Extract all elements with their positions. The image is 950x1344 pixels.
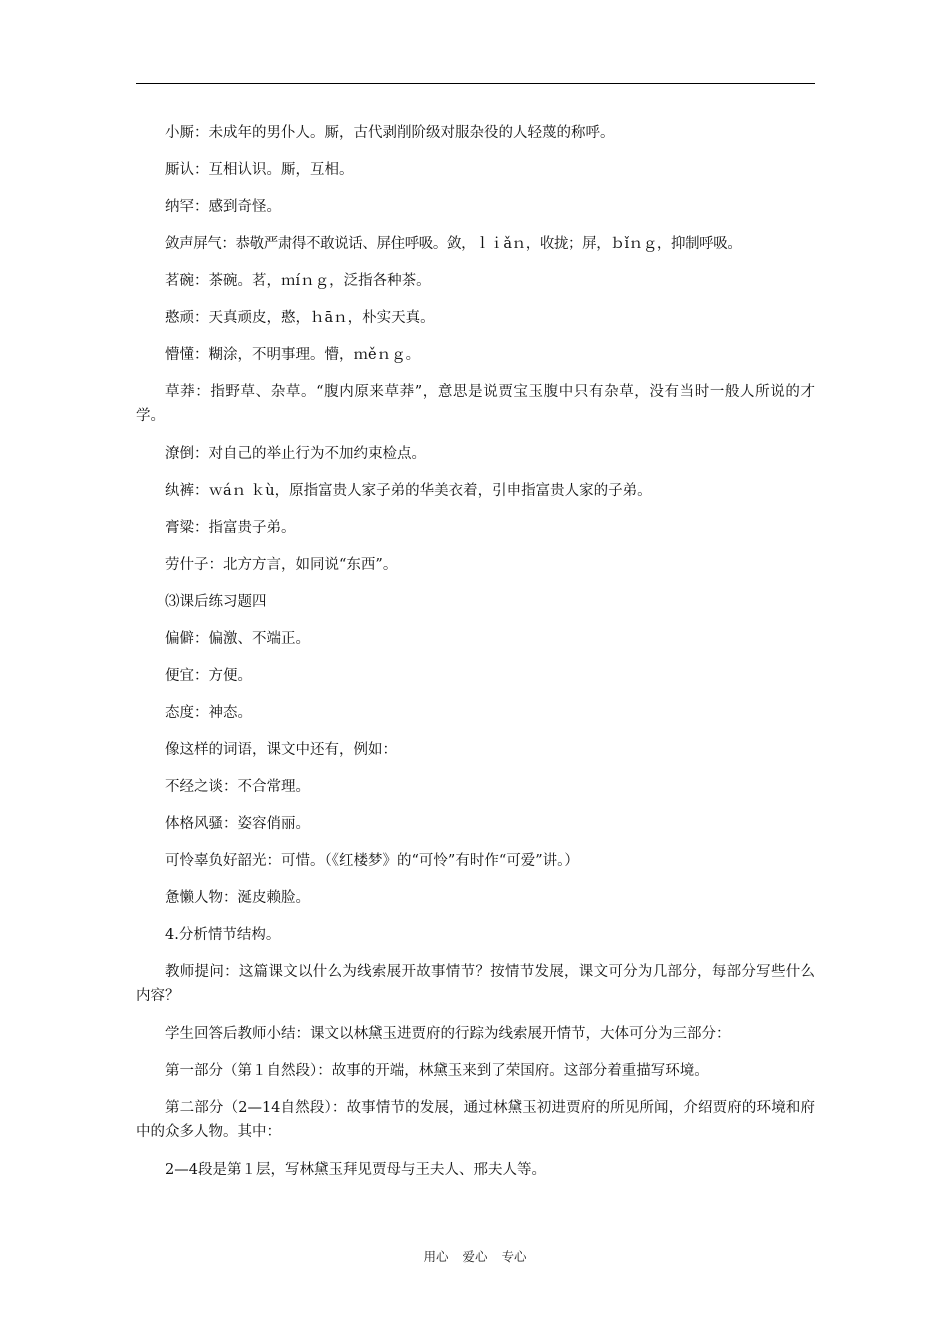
paragraph: 2—4段是第１层，写林黛玉拜见贾母与王夫人、邢夫人等。 (165, 1162, 546, 1178)
paragraph: 不经之谈：不合常理。 (165, 779, 310, 795)
paragraph: 第二部分（2—14自然段）：故事情节的发展，通过林黛玉初进贾府的所见所闻，介绍贾府的环境和府中的众多人物。其中： (136, 1100, 815, 1140)
paragraph: 学生回答后教师小结：课文以林黛玉进贾府的行踪为线索展开情节，大体可分为三部分： (165, 1026, 731, 1042)
paragraph: 惫懒人物：涎皮赖脸。 (165, 890, 310, 906)
paragraph: 潦倒：对自己的举止行为不加约束检点。 (165, 446, 426, 462)
paragraph: 厮认：互相认识。厮，互相。 (165, 162, 354, 178)
paragraph: 茗碗：茶碗。茗，ｍíｎｇ，泛指各种茶。 (165, 273, 431, 289)
section-heading: 4.分析情节结构。 (165, 927, 281, 943)
header-rule (136, 83, 815, 84)
paragraph: 草莽：指野草、杂草。“腹内原来草莽”，意思是说贾宝玉腹中只有杂草，没有当时一般人所说的才学。 (136, 384, 815, 424)
paragraph: 懵懂：糊涂，不明事理。懵，ｍěｎｇ。 (165, 347, 421, 363)
paragraph: 敛声屏气：恭敬严肃得不敢说话、屏住呼吸。敛，ｌｉǎｎ，收拢；屏，ｂǐｎｇ，抑制呼吸。 (165, 236, 742, 252)
paragraph: 便宜：方便。 (165, 668, 252, 684)
paragraph: 纳罕：感到奇怪。 (165, 199, 281, 215)
section-heading: ⑶课后练习题四 (165, 594, 267, 610)
paragraph: 膏粱：指富贵子弟。 (165, 520, 296, 536)
paragraph: 憨顽：天真顽皮，憨，ｈāｎ，朴实天真。 (165, 310, 435, 326)
paragraph: 劳什子：北方方言，如同说“东西”。 (165, 557, 398, 573)
paragraph: 第一部分（第１自然段）：故事的开端，林黛玉来到了荣国府。这部分着重描写环境。 (165, 1063, 709, 1079)
page-footer: 用心 爱心 专心 (423, 1249, 527, 1264)
paragraph: 体格风骚：姿容俏丽。 (165, 816, 310, 832)
paragraph: 偏僻：偏激、不端正。 (165, 631, 310, 647)
paragraph: 态度：神态。 (165, 705, 252, 721)
paragraph: 像这样的词语，课文中还有，例如： (165, 742, 397, 758)
paragraph: 小厮：未成年的男仆人。厮，古代剥削阶级对服杂役的人轻蔑的称呼。 (165, 125, 615, 141)
paragraph: 教师提问：这篇课文以什么为线索展开故事情节？按情节发展，课文可分为几部分，每部分写些什么内容？ (136, 964, 815, 1004)
paragraph: 纨裤：ｗáｎ ｋù，原指富贵人家子弟的华美衣着，引申指富贵人家的子弟。 (165, 483, 652, 499)
document-body (136, 121, 815, 1195)
paragraph: 可怜辜负好韶光：可惜。（《红楼梦》的“可怜”有时作“可爱”讲。） (165, 853, 579, 869)
